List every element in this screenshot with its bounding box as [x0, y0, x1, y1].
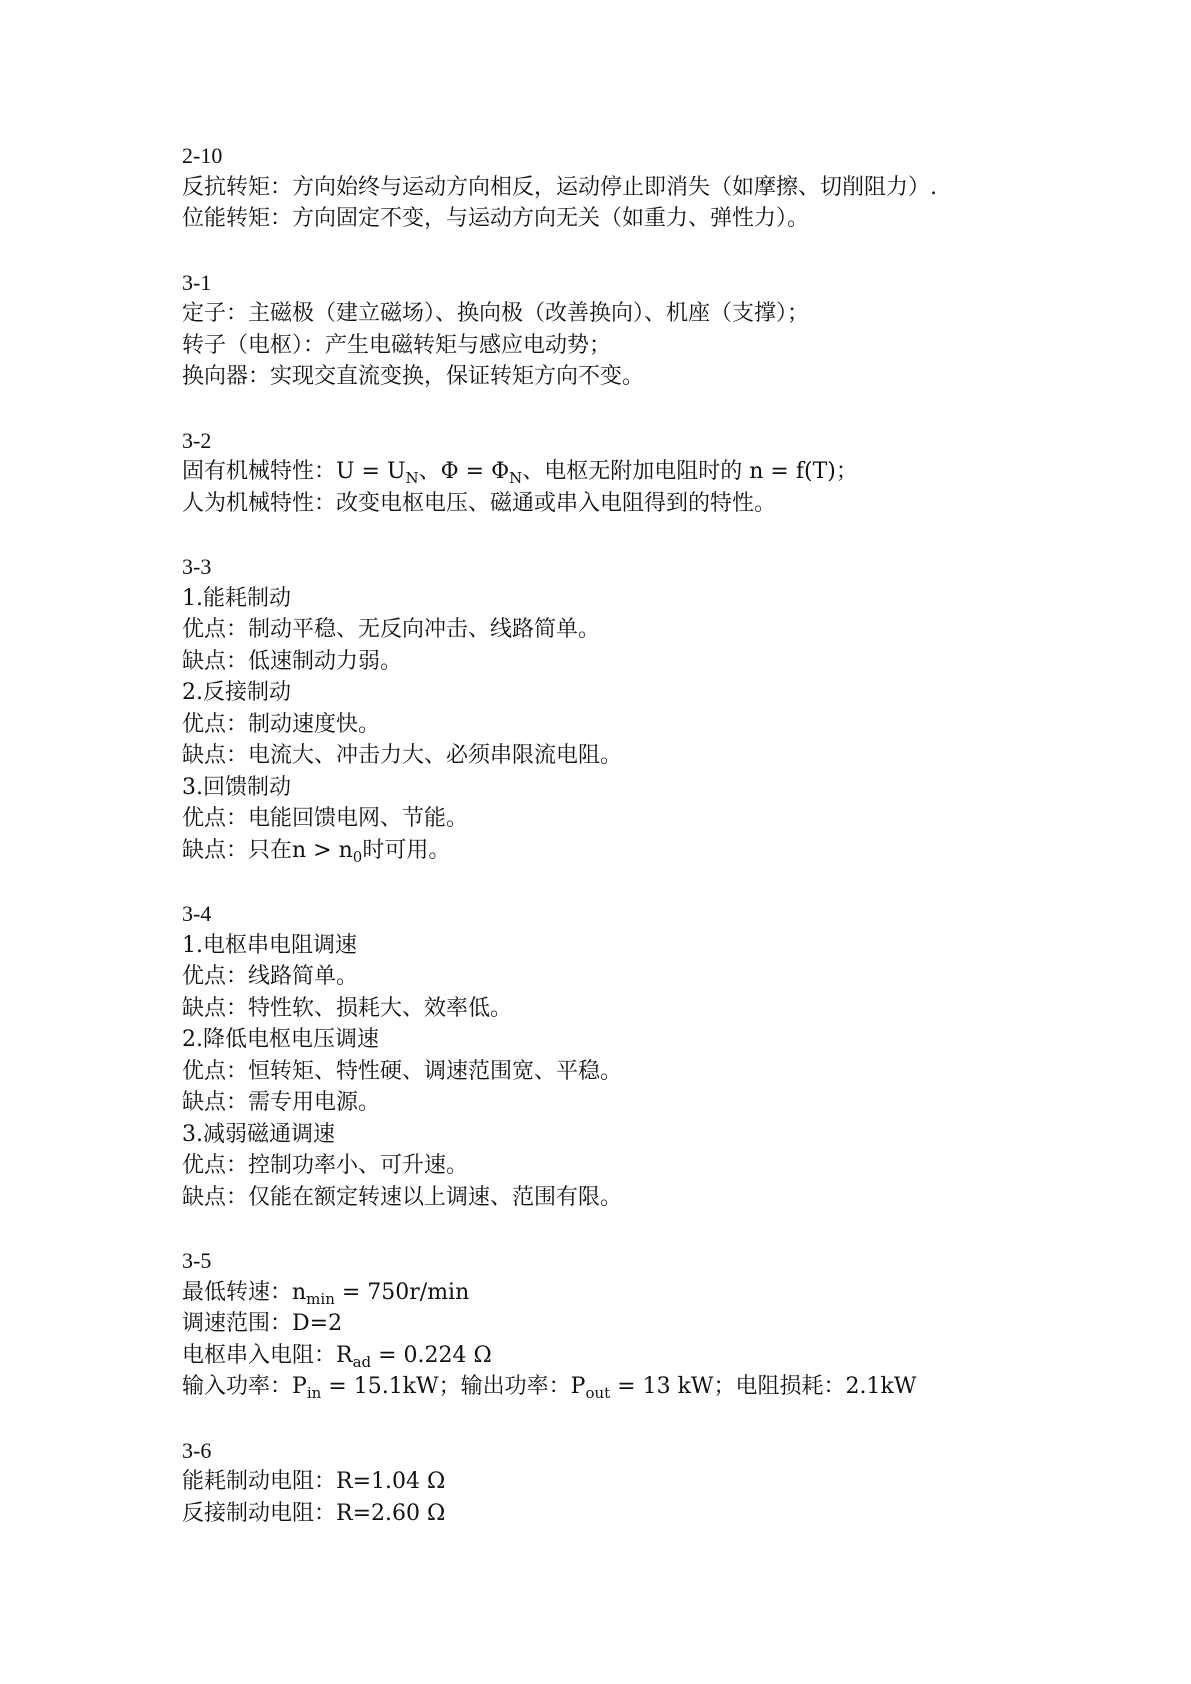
section-3-6 [182, 1435, 1142, 1530]
text-fragment: 电枢串入电阻：R [182, 1342, 353, 1368]
section-heading: 3-1 [182, 269, 212, 295]
section-3-4 [182, 898, 1142, 1213]
section-heading: 3-3 [182, 554, 212, 579]
text-line: 1.电枢串电阻调速 [182, 932, 357, 958]
text-line: 3.减弱磁通调速 [182, 1121, 335, 1147]
text-line: 缺点：电流大、冲击力大、必须串限流电阻。 [182, 743, 623, 768]
text-fragment: 缺点：只在n > n [182, 837, 353, 863]
section-heading: 3-5 [182, 1248, 212, 1273]
text-line-formula [182, 456, 1142, 488]
section-3-1 [182, 267, 1142, 393]
subscript: in [306, 1384, 322, 1402]
document-page [182, 140, 1142, 1561]
text-fragment: 时可用。 [362, 837, 451, 863]
text-line: 位能转矩：方向固定不变，与运动方向无关（如重力、弹性力）。 [182, 206, 810, 231]
section-3-5 [182, 1245, 1142, 1403]
subscript: ad [352, 1352, 372, 1371]
text-line-formula [182, 835, 1142, 867]
section-3-3 [182, 551, 1142, 866]
text-line: 换向器：实现交直流变换，保证转矩方向不变。 [182, 364, 645, 389]
power-line [182, 1371, 1142, 1403]
text-fragment: 、Φ = Φ [418, 459, 510, 484]
armature-resistor-line [182, 1340, 1142, 1372]
subscript: min [306, 1289, 335, 1308]
text-line: 缺点：特性软、损耗大、效率低。 [182, 995, 513, 1021]
text-fragment: = 15.1kW；输出功率：P [321, 1374, 586, 1399]
text-line: 优点：线路简单。 [182, 964, 359, 989]
text-line: 反抗转矩：方向始终与运动方向相反，运动停止即消失（如摩擦、切削阻力）. [182, 174, 937, 200]
subscript: 0 [352, 847, 363, 866]
section-heading: 3-4 [182, 901, 212, 926]
text-fragment: 最低转速：n [182, 1279, 307, 1305]
text-line: 反接制动电阻：R=2.60 Ω [182, 1500, 446, 1526]
text-line: 3.回馈制动 [182, 774, 291, 800]
subscript: out [585, 1384, 611, 1402]
text-fragment: = 750r/min [334, 1279, 470, 1305]
section-2-10 [182, 140, 1142, 235]
section-heading: 3-6 [182, 1437, 212, 1463]
text-line: 2.降低电枢电压调速 [182, 1027, 379, 1052]
text-line: 人为机械特性：改变电枢电压、磁通或串入电阻得到的特性。 [182, 490, 777, 516]
min-speed-line [182, 1277, 1142, 1309]
text-line: 缺点：低速制动力弱。 [182, 648, 403, 674]
text-line: 优点：电能回馈电网、节能。 [182, 806, 469, 831]
text-fragment: = 13 kW；电阻损耗：2.1kW [610, 1374, 917, 1399]
text-line: 缺点：仅能在额定转速以上调速、范围有限。 [182, 1184, 623, 1210]
section-heading: 3-2 [182, 427, 212, 453]
text-line: 优点：制动速度快。 [182, 711, 381, 737]
text-line: 1.能耗制动 [182, 585, 291, 611]
speed-range-line: 调速范围：D=2 [182, 1311, 343, 1336]
text-fragment: = 0.224 Ω [371, 1342, 492, 1368]
text-line: 能耗制动电阻：R=1.04 Ω [182, 1469, 446, 1494]
subscript: N [509, 469, 523, 487]
text-line: 优点：制动平稳、无反向冲击、线路简单。 [182, 617, 601, 642]
text-line: 缺点：需专用电源。 [182, 1090, 381, 1115]
text-line: 优点：控制功率小、可升速。 [182, 1153, 469, 1178]
section-3-2 [182, 425, 1142, 520]
text-line: 优点：恒转矩、特性硬、调速范围宽、平稳。 [182, 1058, 623, 1084]
subscript: N [405, 469, 419, 487]
text-line: 2.反接制动 [182, 680, 291, 705]
section-heading: 2-10 [182, 143, 223, 168]
text-fragment: 固有机械特性：U = U [182, 459, 406, 484]
text-line: 转子（电枢）：产生电磁转矩与感应电动势； [182, 332, 612, 358]
text-fragment: 输入功率：P [182, 1374, 307, 1399]
text-fragment: 、电枢无附加电阻时的 n = f(T)； [522, 459, 858, 484]
text-line: 定子：主磁极（建立磁场）、换向极（改善换向）、机座（支撑）； [182, 301, 810, 326]
